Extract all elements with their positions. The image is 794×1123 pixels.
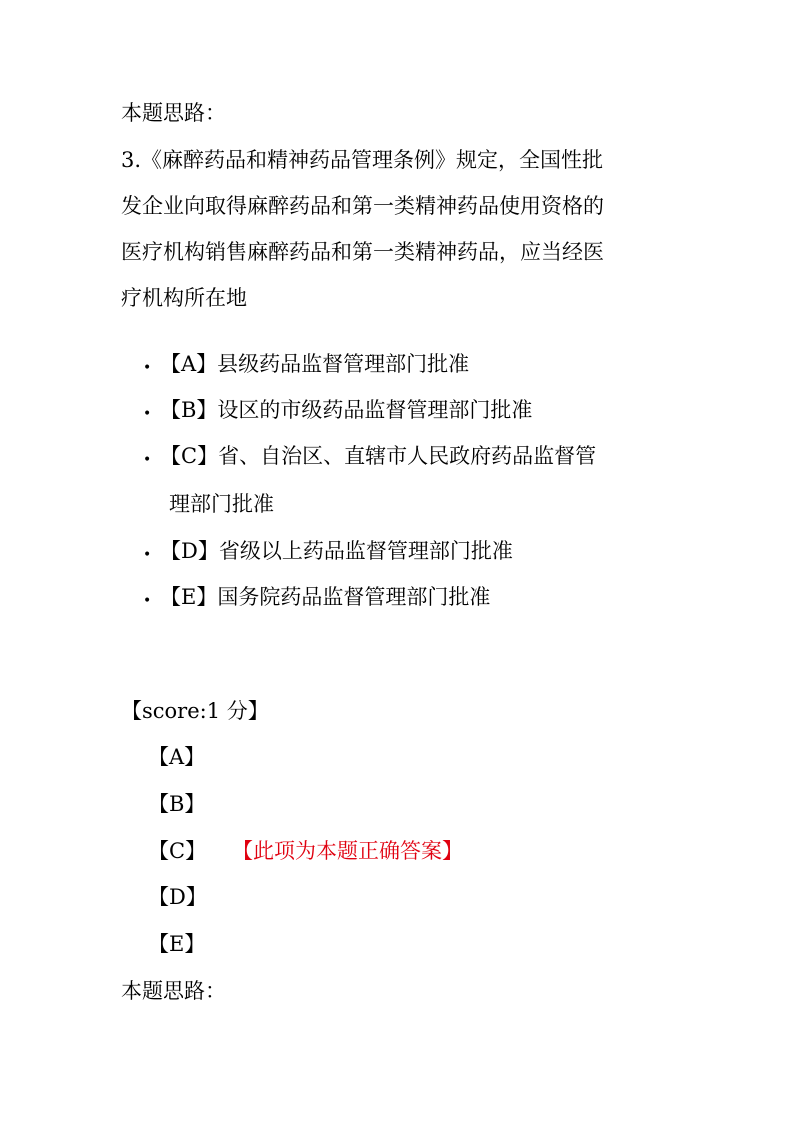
bullet-icon: • [143,547,152,563]
question-line-4: 疗机构所在地 [121,286,247,310]
answer-a: 【A】 [148,745,206,769]
thinking-label-bottom: 本题思路： [121,979,226,1003]
option-d: 【D】省级以上药品监督管理部门批准 [160,539,513,563]
bullet-icon: • [143,593,152,609]
bullet-icon: • [143,360,152,376]
answer-d: 【D】 [148,885,207,909]
option-c-continuation: 理部门批准 [169,492,274,516]
question-line-3: 医疗机构销售麻醉药品和第一类精神药品，应当经医 [121,240,604,264]
bullet-icon: • [143,406,152,422]
option-a: 【A】县级药品监督管理部门批准 [160,352,470,376]
option-e: 【E】国务院药品监督管理部门批准 [160,585,491,609]
option-b: 【B】设区的市级药品监督管理部门批准 [160,398,533,422]
thinking-label-top: 本题思路： [121,101,226,125]
question-line-2: 发企业向取得麻醉药品和第一类精神药品使用资格的 [121,194,604,218]
score-label: 【score:1 分】 [121,699,269,723]
question-line-1: 3.《麻醉药品和精神药品管理条例》规定，全国性批 [121,148,604,172]
bullet-icon: • [143,452,152,468]
correct-answer-mark: 【此项为本题正确答案】 [232,839,463,863]
answer-e: 【E】 [148,932,206,956]
answer-b: 【B】 [148,792,206,816]
answer-c: 【C】 [148,839,207,863]
option-c: 【C】省、自治区、直辖市人民政府药品监督管 [160,444,597,468]
